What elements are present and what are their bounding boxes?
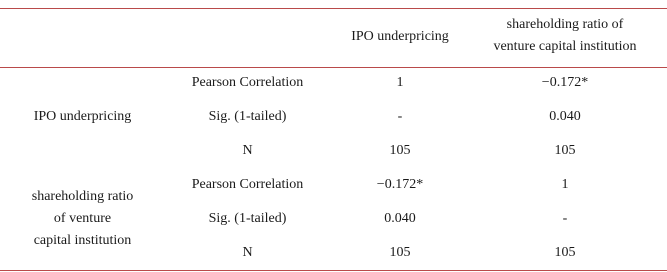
cell-value: 105	[389, 143, 411, 158]
cell-value: 0.040	[384, 211, 416, 226]
cell-value: 1	[396, 75, 404, 90]
table-header-rule	[0, 67, 667, 68]
header-shareholding-ratio-line2: venture capital institution	[493, 39, 637, 54]
cell-value: −0.172*	[376, 177, 424, 192]
table-bottom-rule	[0, 270, 667, 271]
cell-value: 1	[561, 177, 569, 192]
cell-value: 105	[389, 245, 411, 260]
cell-value: -	[562, 211, 568, 226]
row-label-shareholding-ratio-line1: shareholding ratio	[31, 189, 134, 204]
stat-label: Sig. (1-tailed)	[208, 211, 287, 226]
cell-value: 105	[554, 143, 576, 158]
stat-label: Sig. (1-tailed)	[208, 109, 287, 124]
header-ipo-underpricing: IPO underpricing	[351, 29, 449, 44]
cell-value: 0.040	[549, 109, 581, 124]
stat-label: Pearson Correlation	[191, 75, 304, 90]
stat-label: N	[242, 245, 253, 260]
cell-value: 105	[554, 245, 576, 260]
row-label-ipo-underpricing: IPO underpricing	[33, 109, 132, 124]
stat-label: Pearson Correlation	[191, 177, 304, 192]
header-shareholding-ratio-line1: shareholding ratio of	[506, 17, 624, 32]
row-label-shareholding-ratio-line2: of venture	[53, 211, 112, 226]
stat-label: N	[242, 143, 253, 158]
row-label-shareholding-ratio-line3: capital institution	[33, 233, 132, 248]
cell-value: −0.172*	[541, 75, 589, 90]
cell-value: -	[397, 109, 403, 124]
table-top-rule	[0, 8, 667, 9]
